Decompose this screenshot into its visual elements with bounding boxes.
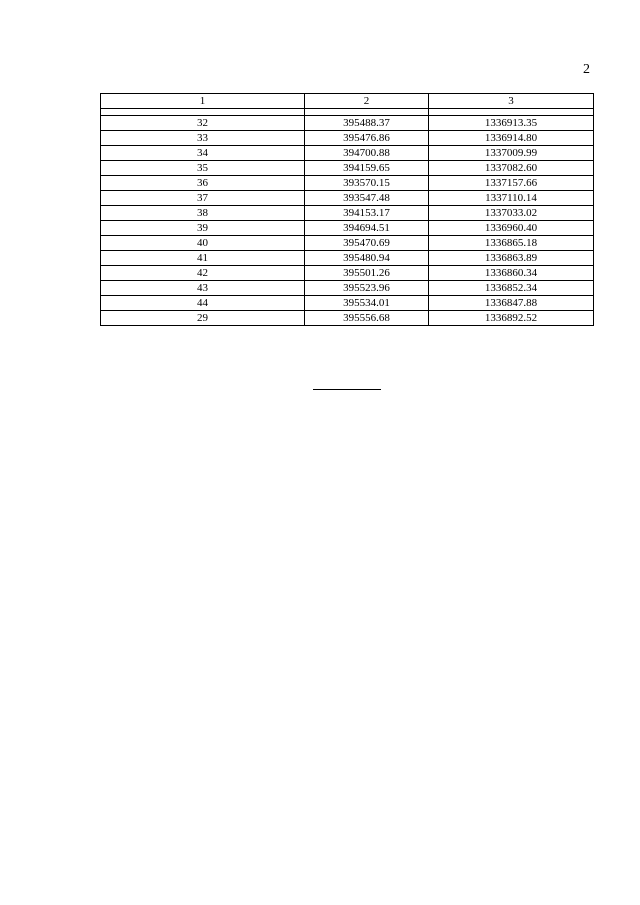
point-number-cell: 37 [101,191,305,206]
point-number-cell: 40 [101,236,305,251]
table-row [101,191,594,206]
table-row [101,311,594,326]
point-number-cell: 34 [101,146,305,161]
point-number-cell: 33 [101,131,305,146]
y-coordinate-cell: 1336863.89 [429,251,594,266]
table-spacer-row [101,109,594,116]
table-row [101,296,594,311]
x-coordinate-cell: 394700.88 [305,146,429,161]
y-coordinate-cell: 1337157.66 [429,176,594,191]
y-coordinate-cell: 1337082.60 [429,161,594,176]
table-row [101,206,594,221]
page-number: 2 [583,62,590,77]
point-number-cell: 44 [101,296,305,311]
table-header-row [101,94,594,109]
x-coordinate-cell: 395501.26 [305,266,429,281]
table-row [101,146,594,161]
point-number-cell: 39 [101,221,305,236]
coordinates-table [100,93,594,326]
y-coordinate-cell: 1337110.14 [429,191,594,206]
point-number-cell: 35 [101,161,305,176]
point-number-cell: 43 [101,281,305,296]
y-coordinate-cell: 1337033.02 [429,206,594,221]
column-header: 3 [429,94,594,109]
column-header: 1 [101,94,305,109]
table-row [101,116,594,131]
x-coordinate-cell: 395476.86 [305,131,429,146]
spacer-cell [101,109,305,116]
table-row [101,251,594,266]
y-coordinate-cell: 1336913.35 [429,116,594,131]
y-coordinate-cell: 1337009.99 [429,146,594,161]
column-header: 2 [305,94,429,109]
y-coordinate-cell: 1336865.18 [429,236,594,251]
point-number-cell: 42 [101,266,305,281]
point-number-cell: 36 [101,176,305,191]
table-row [101,236,594,251]
x-coordinate-cell: 394153.17 [305,206,429,221]
table-row [101,266,594,281]
x-coordinate-cell: 395556.68 [305,311,429,326]
table-row [101,176,594,191]
point-number-cell: 41 [101,251,305,266]
x-coordinate-cell: 393570.15 [305,176,429,191]
y-coordinate-cell: 1336847.88 [429,296,594,311]
x-coordinate-cell: 394159.65 [305,161,429,176]
table-row [101,131,594,146]
x-coordinate-cell: 395480.94 [305,251,429,266]
spacer-cell [305,109,429,116]
x-coordinate-cell: 395470.69 [305,236,429,251]
x-coordinate-cell: 395534.01 [305,296,429,311]
spacer-cell [429,109,594,116]
y-coordinate-cell: 1336892.52 [429,311,594,326]
table-row [101,281,594,296]
document-end-line [313,389,381,390]
x-coordinate-cell: 394694.51 [305,221,429,236]
table-row [101,221,594,236]
x-coordinate-cell: 395523.96 [305,281,429,296]
x-coordinate-cell: 395488.37 [305,116,429,131]
y-coordinate-cell: 1336960.40 [429,221,594,236]
table-row [101,161,594,176]
point-number-cell: 38 [101,206,305,221]
point-number-cell: 29 [101,311,305,326]
point-number-cell: 32 [101,116,305,131]
y-coordinate-cell: 1336852.34 [429,281,594,296]
x-coordinate-cell: 393547.48 [305,191,429,206]
y-coordinate-cell: 1336860.34 [429,266,594,281]
y-coordinate-cell: 1336914.80 [429,131,594,146]
